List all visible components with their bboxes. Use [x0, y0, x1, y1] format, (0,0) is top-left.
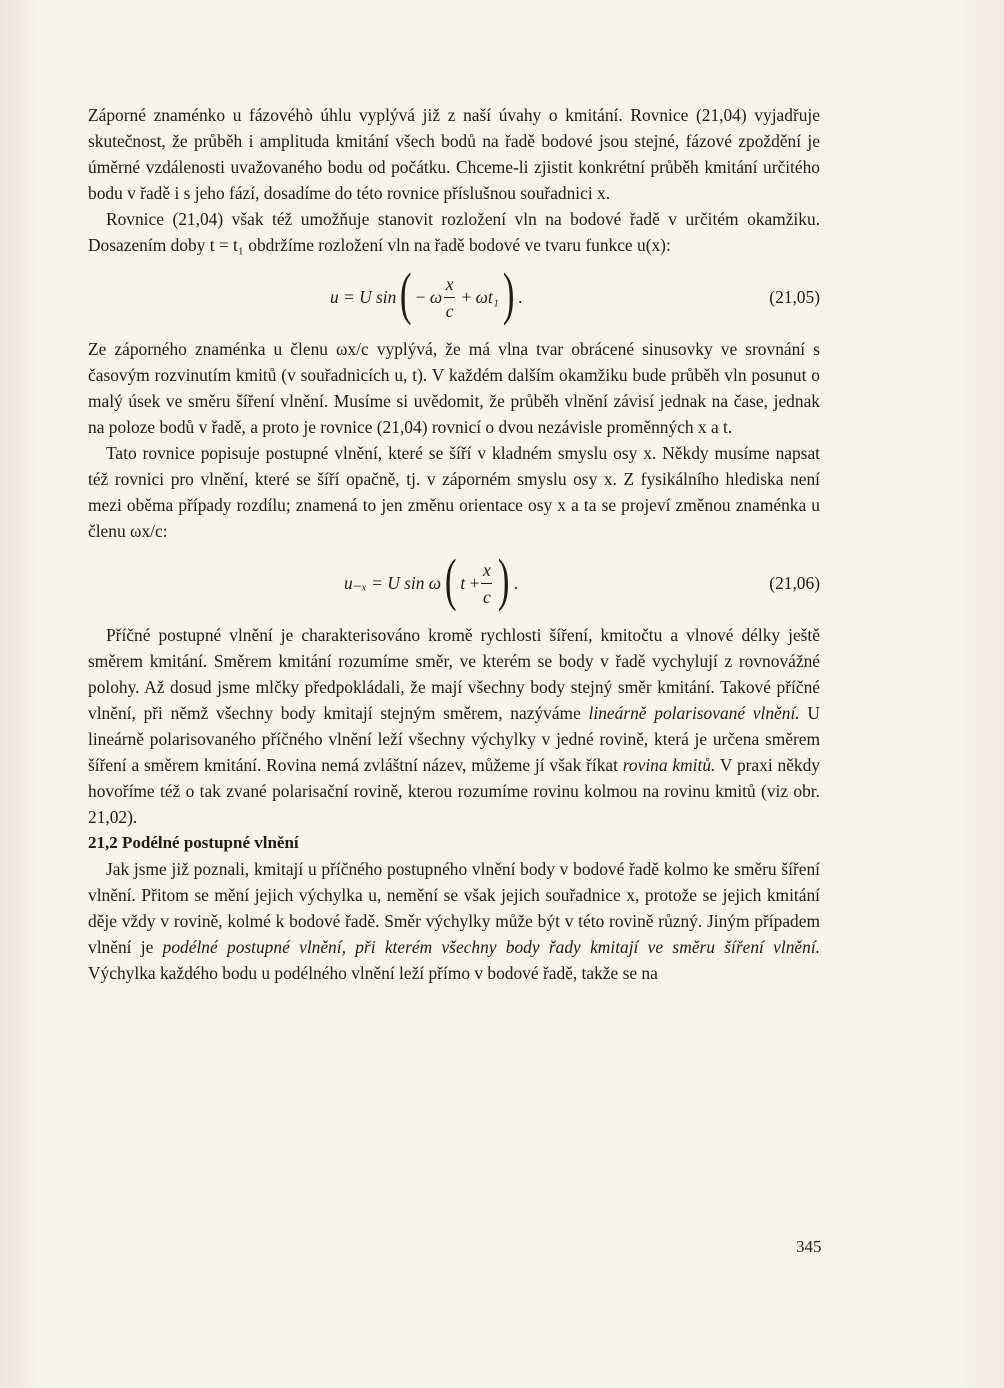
eq2-label: (21,06) [769, 573, 820, 593]
eq1-omega: ω [429, 287, 443, 307]
eq1-numerator: x [445, 273, 454, 294]
paragraph-6: Jak jsme již poznali, kmitají u příčného postupného vlnění body v bodové řadě kolmo ke směru šíření vlnění. Přitom se mění jejich výchylka u, nemění se však jejich souřadnice x, protože se jejich kmitání děje vždy v rovině, kolmé k bodové řadě. Směr výchylky může být v této rovině různý. Jiným případem vlnění je podélné postupné vlnění, při kterém všechny body řady kmitají ve směru šíření vlnění. Výchylka každého bodu u podélného vlnění leží přímo v bodové řadě, takže se na [88, 859, 820, 983]
eq1-left-paren: ( [400, 261, 412, 326]
eq1-term: ωt₁ [475, 287, 499, 307]
eq1-right-paren: ) [502, 261, 515, 326]
paragraph-3: Ze záporného znaménka u členu ωx/c vyplývá, že má vlna tvar obrácené sinusovky ve srovnání s časovým rozvinutím kmitů (v souřadnicích u, t). V každém dalším okamžiku bude průběh vln posunut o malý úsek ve směru šíření vlnění. Musíme si uvědomit, že průběh vlnění závisí jednak na čase, jednak na poloze bodů v řadě, a proto je rovnice (21,04) rovnicí o dvou nezávisle proměnných x a t. [88, 339, 820, 437]
eq1-fraction [444, 271, 455, 324]
equation-21-05 [88, 258, 820, 336]
eq1-label: (21,05) [769, 287, 820, 307]
eq1-plus: + [461, 287, 472, 307]
term-linear-polarized: lineárně polarisované vlnění. [588, 703, 800, 723]
eq2-left-paren: ( [444, 547, 457, 612]
eq2-numerator: x [483, 559, 491, 580]
eq2-denominator: c [483, 586, 491, 607]
paragraph-2: Rovnice (21,04) však též umožňuje stanovit rozložení vln na bodové řadě v určitém okamžiku. Dosazením doby t = t₁ obdržíme rozložení vln na řadě bodové ve tvaru funkce u(x): [88, 209, 820, 255]
paragraph-5: Příčné postupné vlnění je charakterisováno kromě rychlosti šíření, kmitočtu a vlnové délky ještě směrem kmitání. Směrem kmitání rozumíme směr, ve kterém se body v řadě vychylují z rovnovážné polohy. Až dosud jsme mlčky předpokládali, že mají všechny body stejný směr kmitání. Takové příčné vlnění, při němž všechny body kmitají stejným směrem, nazýváme lineárně polarisované vlnění. U lineárně polarisovaného příčného vlnění leží všechny výchylky v jedné rovině, která je určena směrem šíření a směrem kmitání. Rovina nemá zvláštní název, můžeme jí však říkat rovina kmitů. V praxi někdy hovoříme též o tak zvané polarisační rovině, kterou rozumíme rovinu kolmou na rovinu kmitů (viz obr. 21,02). [88, 625, 820, 827]
term-longitudinal-wave: podélné postupné vlnění, při kterém všechny body řady kmitají ve směru šíření vlnění. [162, 937, 820, 957]
paragraph-4: Tato rovnice popisuje postupné vlnění, které se šíří v kladném smyslu osy x. Někdy musíme napsat též rovnici pro vlnění, které se šíří opačně, tj. v záporném smyslu osy x. Z fysikálního hlediska není mezi oběma případy rozdílu; znamená to jen změnu orientace osy x a ta se projeví změnou znaménka u členu ωx/c: [88, 443, 820, 541]
eq1-minus: − [415, 287, 426, 307]
term-plane-of-oscillation: rovina kmitů. [622, 755, 716, 775]
page-number: 345 [796, 1237, 822, 1256]
equation-21-06 [88, 544, 820, 622]
eq1-denominator: c [445, 300, 454, 321]
paragraph-1: Záporné znaménko u fázovéhò úhlu vyplývá již z naší úvahy o kmitání. Rovnice (21,04) vyjadřuje skutečnost, že průběh i amplituda kmitání všech bodů na řadě bodové jsou stejné, fázové zpoždění je úměrné vzdálenosti uvažovaného bodu od počátku. Chceme-li zjistit konkrétní průběh kmitání určitého bodu v řadě i s jeho fází, dosadíme do této rovnice příslušnou souřadnici x. [88, 105, 820, 203]
eq1-lhs: u = U sin [330, 287, 397, 307]
section-heading: 21,2 Podélné postupné vlnění [88, 833, 299, 852]
eq2-plus: + [469, 573, 480, 593]
eq2-t: t [460, 573, 466, 593]
eq1-tail: . [518, 287, 523, 307]
eq2-lhs: u₋ₓ = U sin ω [344, 573, 442, 593]
eq2-right-paren: ) [498, 547, 510, 612]
eq2-tail: . [513, 573, 519, 593]
text-block-top [88, 102, 820, 986]
eq2-fraction [481, 557, 492, 610]
